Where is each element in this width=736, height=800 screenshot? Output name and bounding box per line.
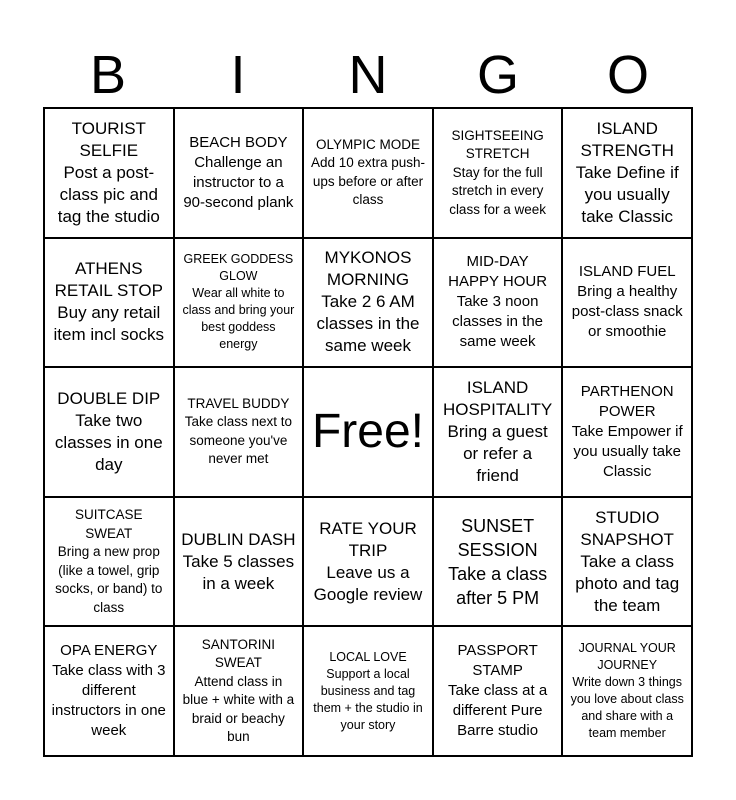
cell-text: DUBLIN DASH Take 5 classes in a week bbox=[181, 529, 296, 593]
bingo-cell bbox=[174, 108, 304, 238]
bingo-cell bbox=[44, 497, 174, 627]
header-letter-g: G bbox=[476, 45, 519, 105]
bingo-cell bbox=[44, 238, 174, 368]
cell-text: OPA ENERGY Take class with 3 different instructors in one week bbox=[51, 642, 166, 740]
bingo-cell bbox=[433, 367, 563, 497]
cell-text: ISLAND STRENGTH Take Define if you usually take Classic bbox=[575, 118, 679, 226]
cell-text: SUITCASE SWEAT Bring a new prop (like a towel, grip socks, or band) to class bbox=[55, 507, 163, 615]
header-letter-o: O bbox=[606, 45, 649, 105]
bingo-cell bbox=[174, 626, 304, 756]
cell-text: LOCAL LOVE Support a local business and tag them + the studio in your story bbox=[313, 649, 423, 732]
bingo-cell bbox=[44, 367, 174, 497]
cell-text: RATE YOUR TRIP Leave us a Google review bbox=[313, 518, 423, 604]
bingo-cell bbox=[303, 238, 433, 368]
bingo-cell bbox=[433, 238, 563, 368]
cell-text: JOURNAL YOUR JOURNEY Write down 3 things you love about class and share with a team member bbox=[570, 641, 684, 741]
bingo-cell bbox=[44, 626, 174, 756]
bingo-cell bbox=[174, 497, 304, 627]
bingo-cell bbox=[303, 626, 433, 756]
header-letter-i: I bbox=[230, 45, 246, 105]
bingo-cell bbox=[562, 367, 692, 497]
bingo-header bbox=[43, 40, 693, 110]
bingo-cell bbox=[562, 497, 692, 627]
bingo-cell bbox=[433, 108, 563, 238]
bingo-cell bbox=[44, 108, 174, 238]
header-letter-n: N bbox=[348, 45, 388, 105]
cell-text: OLYMPIC MODE Add 10 extra push-ups before or after class bbox=[310, 136, 426, 208]
free-space-label: Free! bbox=[311, 404, 424, 458]
bingo-cell bbox=[174, 367, 304, 497]
bingo-cell bbox=[562, 626, 692, 756]
cell-text: TOURIST SELFIE Post a post-class pic and tag the studio bbox=[57, 118, 160, 226]
cell-text: ISLAND HOSPITALITY Bring a guest or refer a friend bbox=[442, 377, 553, 485]
cell-text: STUDIO SNAPSHOT Take a class photo and tag the team bbox=[575, 507, 680, 615]
free-space bbox=[303, 367, 433, 497]
cell-text: MYKONOS MORNING Take 2 6 AM classes in the same week bbox=[316, 248, 420, 356]
bingo-cell bbox=[174, 238, 304, 368]
bingo-cell bbox=[303, 497, 433, 627]
bingo-cell bbox=[562, 108, 692, 238]
cell-text: PARTHENON POWER Take Empower if you usually take Classic bbox=[571, 382, 683, 480]
bingo-cell bbox=[303, 108, 433, 238]
cell-text: GREEK GODDESS GLOW Wear all white to class and bring your best goddess energy bbox=[182, 252, 295, 352]
cell-text: MID-DAY HAPPY HOUR Take 3 noon classes in the same week bbox=[448, 253, 548, 351]
bingo-cell bbox=[433, 497, 563, 627]
cell-text: ATHENS RETAIL STOP Buy any retail item incl socks bbox=[53, 259, 165, 345]
bingo-cell bbox=[433, 626, 563, 756]
header-letter-b: B bbox=[89, 45, 127, 105]
cell-text: BEACH BODY Challenge an instructor to a 90-second plank bbox=[183, 133, 294, 211]
cell-text: SUNSET SESSION Take a class after 5 PM bbox=[448, 515, 548, 608]
cell-text: SIGHTSEEING STRETCH Stay for the full stretch in every class for a week bbox=[449, 127, 546, 217]
cell-text: DOUBLE DIP Take two classes in one day bbox=[54, 388, 163, 474]
cell-text: TRAVEL BUDDY Take class next to someone you've never met bbox=[184, 395, 293, 467]
bingo-cell bbox=[562, 238, 692, 368]
bingo-grid bbox=[43, 107, 693, 757]
cell-text: PASSPORT STAMP Take class at a different Pure Barre studio bbox=[447, 642, 548, 740]
cell-text: SANTORINI SWEAT Attend class in blue + white with a braid or beachy bun bbox=[182, 636, 295, 745]
cell-text: ISLAND FUEL Bring a healthy post-class snack or smoothie bbox=[571, 263, 683, 341]
